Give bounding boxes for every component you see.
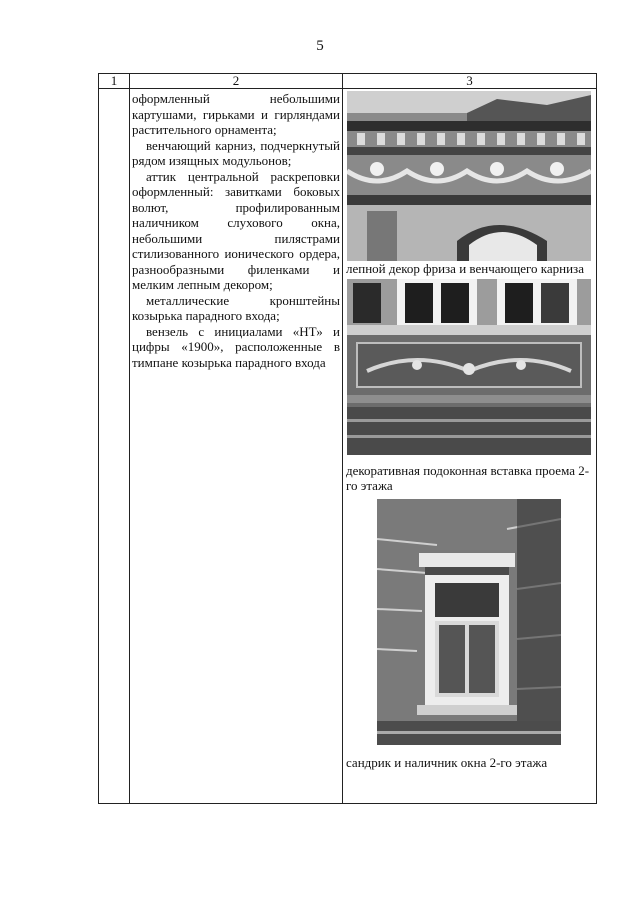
page-number: 5	[316, 38, 324, 54]
empty-number-cell	[99, 89, 130, 804]
column-header-3: 3	[343, 74, 597, 89]
description-paragraph: металлические кронштейны козырька парадного входа;	[132, 292, 340, 323]
photo-caption: лепной декор фриза и венчающего карниза	[346, 261, 584, 276]
description-paragraph: оформленный небольшими картушами, гирьками и гирляндами растительного орнамента;	[132, 91, 340, 137]
column-header-2: 2	[130, 74, 343, 89]
photo-caption: декоративная подоконная вставка проема 2-го этажа	[346, 463, 590, 493]
description-cell	[130, 89, 343, 804]
column-header-1: 1	[99, 74, 130, 89]
description-paragraph: вензель с инициалами «НТ» и цифры «1900», расположенные в тимпане козырька парадного входа	[132, 323, 340, 370]
photo-caption: сандрик и наличник окна 2-го этажа	[346, 755, 548, 770]
header-row	[99, 74, 597, 89]
description-paragraph: венчающий карниз, подчеркнутый рядом изящных модульонов;	[132, 137, 340, 168]
monument-table	[98, 73, 597, 804]
content-row	[99, 89, 597, 804]
description-paragraph: аттик центральной раскреповки оформленный: завитками боковых волют, профилированным наличником слухового окна, небольшими пилястрами стилизованного ионического ордера, разнообразными филенками и мелким лепным декором;	[132, 168, 340, 292]
window-frame-photo	[377, 499, 561, 745]
frieze-cornice-photo	[347, 91, 591, 261]
photo-cell	[343, 89, 597, 804]
sill-insert-photo	[347, 279, 591, 455]
